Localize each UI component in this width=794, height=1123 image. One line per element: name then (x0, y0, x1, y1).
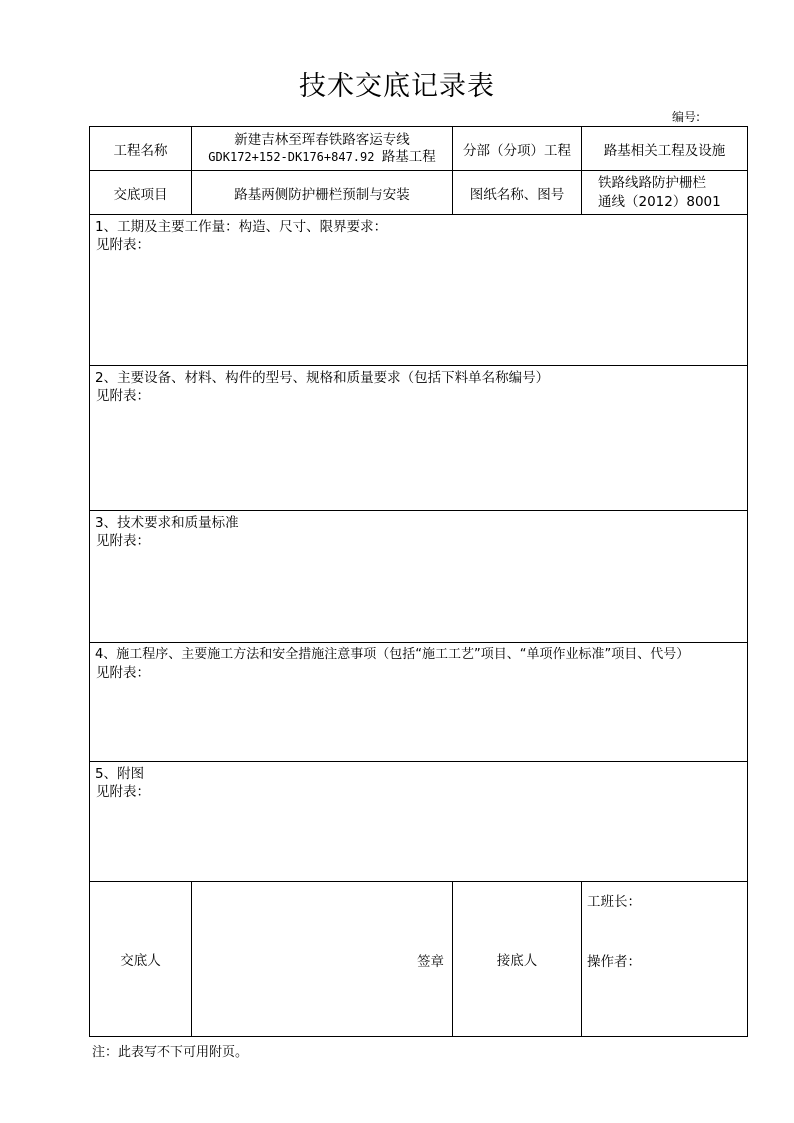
section-heading: 3、技术要求和质量标准 (95, 515, 239, 531)
section-body: 见附表： (96, 665, 150, 681)
seal-label: 签章 (417, 954, 444, 970)
foreman-label: 工班长： (587, 894, 641, 910)
subproject-value[interactable]: 路基相关工程及设施 (582, 127, 748, 171)
project-name-value[interactable] (192, 127, 453, 171)
receiver-signature-area[interactable] (582, 882, 748, 1037)
footnote: 注：此表写不下可用附页。 (92, 1045, 249, 1060)
disclosure-giver-label: 交底人 (90, 882, 192, 1037)
project-name-line2 (192, 149, 452, 166)
section-procedures[interactable] (90, 643, 748, 762)
disclosure-item-label: 交底项目 (90, 171, 192, 215)
section-heading: 1、工期及主要工作量：构造、尺寸、限界要求： (95, 219, 388, 235)
receiver-label: 接底人 (453, 882, 582, 1037)
section-materials[interactable] (90, 366, 748, 511)
section-heading: 5、附图 (95, 766, 145, 782)
section-body: 见附表： (96, 237, 150, 253)
section-body: 见附表： (96, 388, 150, 404)
project-name-line1: 新建吉林至珲春铁路客运专线 (234, 131, 410, 148)
disclosure-record-table (89, 126, 748, 1037)
project-mileage-code: GDK172+152-DK176+847.92 (208, 149, 375, 164)
giver-signature-area[interactable] (192, 882, 453, 1037)
subproject-label: 分部（分项）工程 (453, 127, 582, 171)
section-workload[interactable] (90, 215, 748, 366)
project-name-suffix: 路基工程 (381, 148, 436, 165)
section-heading: 2、主要设备、材料、构件的型号、规格和质量要求（包括下料单名称编号） (95, 370, 550, 386)
drawing-value[interactable] (582, 171, 748, 215)
section-heading: 4、施工程序、主要施工方法和安全措施注意事项（包括“施工工艺”项目、“单项作业标准”项目、代号） (95, 647, 690, 662)
drawing-label: 图纸名称、图号 (453, 171, 582, 215)
drawing-line1: 铁路线路防护栅栏 (598, 174, 706, 191)
section-drawings[interactable] (90, 762, 748, 882)
section-body: 见附表： (96, 784, 150, 800)
section-body: 见附表： (96, 533, 150, 549)
project-name-label: 工程名称 (90, 127, 192, 171)
page-title: 技术交底记录表 (299, 71, 495, 102)
disclosure-item-value[interactable]: 路基两侧防护栅栏预制与安装 (192, 171, 453, 215)
operator-label: 操作者： (587, 954, 641, 970)
document-number-label: 编号: (672, 110, 701, 124)
drawing-line2: 通线（2012）8001 (598, 193, 721, 210)
section-quality-standards[interactable] (90, 511, 748, 643)
